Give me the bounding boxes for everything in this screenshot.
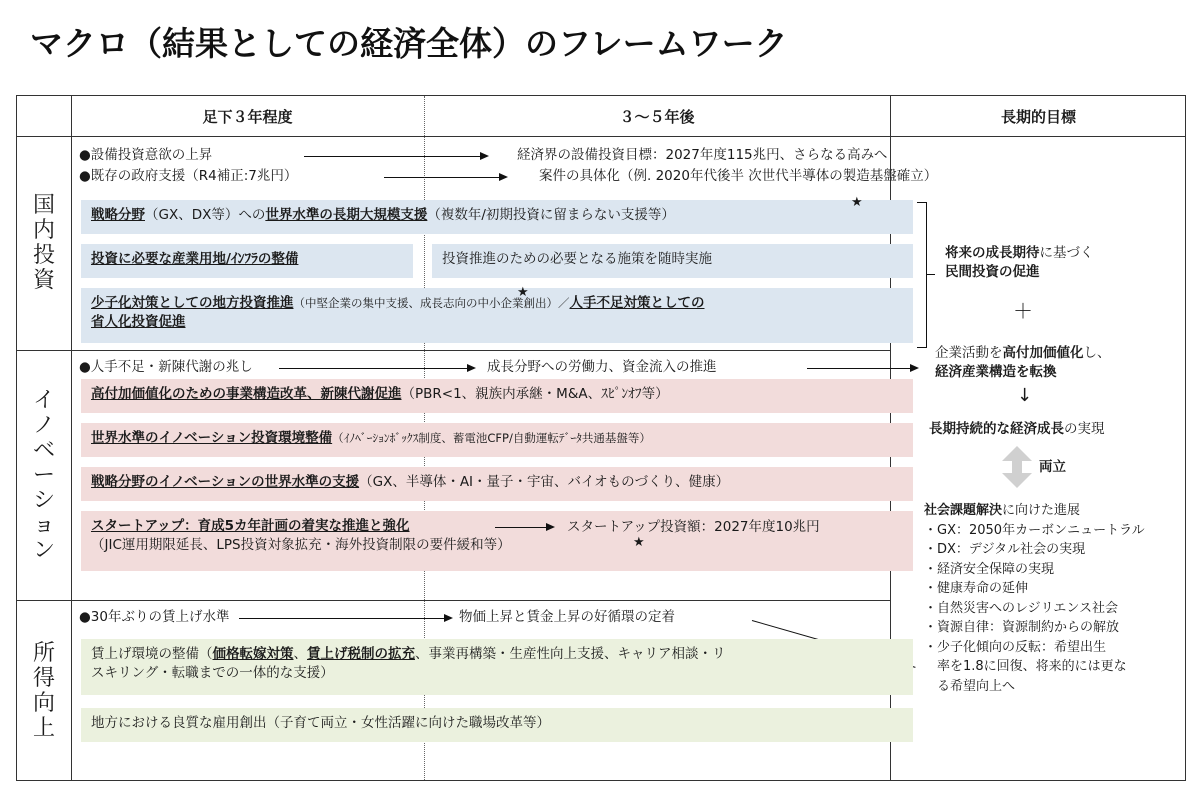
down-arrow-icon: ↓: [1017, 385, 1033, 406]
arrow-right-icon: [279, 368, 474, 369]
income-box-regional-employment: 地方における良質な雇用創出（子育て両立・女性活躍に向けた職場改革等）: [81, 708, 913, 742]
row-label-divider: [71, 96, 72, 780]
domestic-box-measures: 投資推進のための必要となる施策を随時実施: [432, 244, 913, 278]
arrow-right-icon: [239, 618, 451, 619]
framework-table: [16, 95, 1186, 781]
goal-private-investment: 将来の成長期待に基づく 民間投資の促進: [945, 245, 1094, 280]
income-box-wage-environment: 賃上げ環境の整備（価格転嫁対策、賃上げ税制の拡充、事業再構築・生産性向上支援、キャリア相談・リ スキリング・転職までの一体的な支援）: [81, 639, 913, 695]
domestic-box-industrial-land: 投資に必要な産業用地/ｲﾝﾌﾗの整備: [81, 244, 413, 278]
row-divider-1: [17, 350, 890, 351]
innovation-box-startup: スタートアップ：育成5カ年計画の着実な推進と強化 （JIC運用期限延長、LPS投資対象拡充・海外投資制限の要件緩和等）: [81, 511, 913, 571]
arrow-right-icon: [495, 527, 553, 528]
domestic-target-2: 案件の具体化（例. 2020年代後半 次世代半導体の製造基盤確立）: [539, 168, 938, 184]
social-issues-list: 社会課題解決に向けた進展 ・GX：2050年カーボンニュートラル ・DX：デジタル社会の実現 ・経済安全保障の実現 ・健康寿命の延伸 ・自然災害へのレジリエンス社会 ・資源自律：資源制約からの解放 ・少子化傾向の反転：希望出生 率を1.8に回復、将来的には更な る希望向上へ: [924, 503, 1145, 694]
domestic-bullet-2: ●既存の政府支援（R4補正:7兆円）: [79, 168, 298, 184]
brace-icon: [917, 202, 927, 348]
row-label-innovation: イ ノ ベ ー シ ョ ン: [32, 387, 55, 563]
innovation-box-strategic-support: 戦略分野のイノベーションの世界水準の支援（GX、半導体・AI・量子・宇宙、バイオものづくり、健康）: [81, 467, 913, 501]
goal-high-value-add: 企業活動を高付加価値化し、 経済産業構造を転換: [935, 345, 1111, 380]
plus-icon: ＋: [1013, 299, 1033, 323]
star-icon: ★: [851, 195, 863, 210]
income-bullet-1: ●30年ぶりの賃上げ水準: [79, 609, 230, 625]
arrow-right-icon: [384, 177, 506, 178]
income-target-1: 物価上昇と賃金上昇の好循環の定着: [459, 609, 675, 625]
innovation-box-environment: 世界水準のイノベーション投資環境整備（ｲﾉﾍﾞｰｼｮﾝﾎﾞｯｸｽ制度、蓄電池CFP/自動運転ﾃﾞｰﾀ共通基盤等）: [81, 423, 913, 457]
arrow-right-icon: [304, 156, 487, 157]
innovation-bullet-1: ●人手不足・新陳代謝の兆し: [79, 359, 253, 375]
row-label-domestic-investment: 国 内 投 資: [32, 193, 55, 293]
header-mid-term: ３～５年後: [619, 107, 695, 126]
double-arrow-icon: [1002, 446, 1032, 488]
domestic-box-regional-investment: 少子化対策としての地方投資推進（中堅企業の集中支援、成長志向の中小企業創出）／人手不足対策としての 省人化投資促進: [81, 288, 913, 343]
domestic-box-strategic-support: 戦略分野（GX、DX等）への世界水準の長期大規模支援（複数年/初期投資に留まらない支援等）: [81, 200, 913, 234]
coexistence-label: 両立: [1039, 459, 1066, 475]
row-label-income: 所 得 向 上: [32, 641, 55, 741]
row-divider-2: [17, 600, 890, 601]
goal-sustainable-growth: 長期持続的な経済成長の実現: [929, 421, 1105, 437]
star-icon: ★: [517, 285, 529, 300]
header-divider: [17, 136, 1185, 137]
startup-investment-target: スタートアップ投資額：2027年度10兆円: [567, 519, 820, 535]
header-long-term: 長期的目標: [1000, 107, 1076, 126]
page-title: マクロ（結果としての経済全体）のフレームワーク: [30, 24, 788, 63]
domestic-target-1: 経済界の設備投資目標：2027年度115兆円、さらなる高みへ: [517, 147, 888, 163]
domestic-bullet-1: ●設備投資意欲の上昇: [79, 147, 213, 163]
header-near-term: 足下３年程度: [202, 107, 293, 126]
star-icon: ★: [633, 535, 645, 550]
innovation-box-restructuring: 高付加価値化のための事業構造改革、新陳代謝促進（PBR<1、親族内承継・M&A、ｽﾋﾟﾝｵﾌ等）: [81, 379, 913, 413]
arrow-right-icon: [807, 368, 917, 369]
innovation-target-1: 成長分野への労働力、資金流入の推進: [487, 359, 717, 375]
